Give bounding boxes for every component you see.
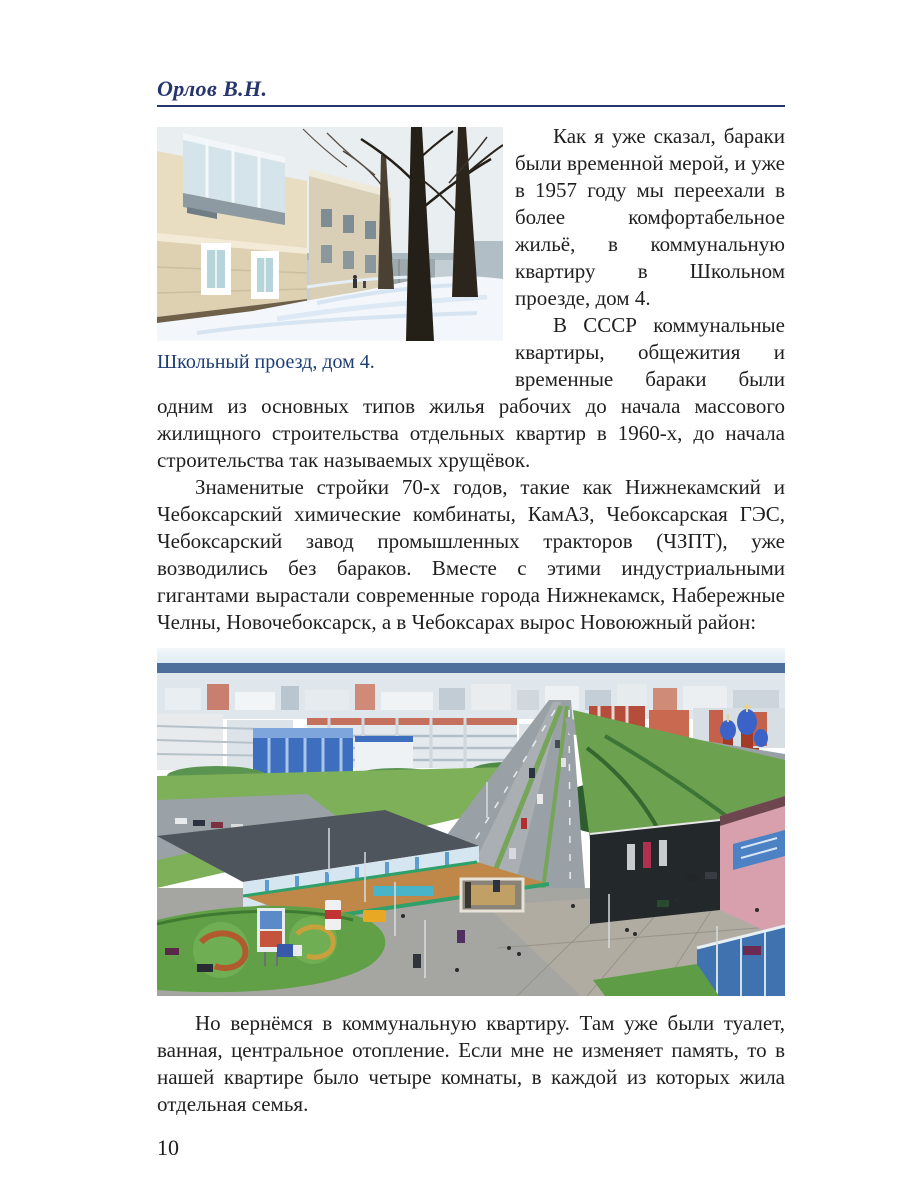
figure-novoyuzhny-aerial [157, 648, 785, 996]
paragraph-barracks: Как я уже сказал, бараки были временной мерой, и уже в 1957 году мы переехали в более комфортабельное жильё, в коммунальную квартиру в Школьном проезде, дом 4. [515, 124, 785, 310]
figure-school-passage [157, 127, 503, 375]
paragraph-constructions: Знаменитые стройки 70-х годов, такие как Нижнекамский и Чебоксарский химические комбинаты, КамАЗ, Чебоксарская ГЭС, Чебоксарский завод промышленных тракторов (ЧЗПТ), уже возводились без бараков. Вместе с этими индустриальными гигантами вырастали современные города Нижнекамск, Набережные Челны, Новочебоксарск, а в Чебоксарах вырос Новоюжный район: [157, 475, 785, 634]
running-head-author: Орлов В.Н. [157, 76, 268, 101]
header-rule [157, 105, 785, 107]
page-content [157, 123, 785, 1161]
photo-caption: Школьный проезд, дом 4. [157, 351, 375, 373]
page-number: 10 [157, 1135, 179, 1160]
winter-street-photo [157, 127, 503, 341]
main-building [157, 133, 307, 328]
paragraph-kommunalka: Но вернёмся в коммунальную квартиру. Там уже были туалет, ванная, центральное отопление. Если мне не изменяет память, то в нашей квартире было четыре комнаты, в каждой из которых жила отдельная семья. [157, 1011, 785, 1116]
page-header [157, 76, 785, 107]
aerial-city-photo [157, 648, 785, 996]
horizon-band [157, 663, 785, 673]
underpass-entrance [461, 879, 523, 911]
paragraph-ussr-housing: В СССР коммунальные квартиры, общежития и временные бараки были одним из основных типов жилья рабочих до начала массового жилищного строительства отдельных квартир в 1960-х, до начала строительства так называемых хрущёвок. [157, 313, 785, 472]
